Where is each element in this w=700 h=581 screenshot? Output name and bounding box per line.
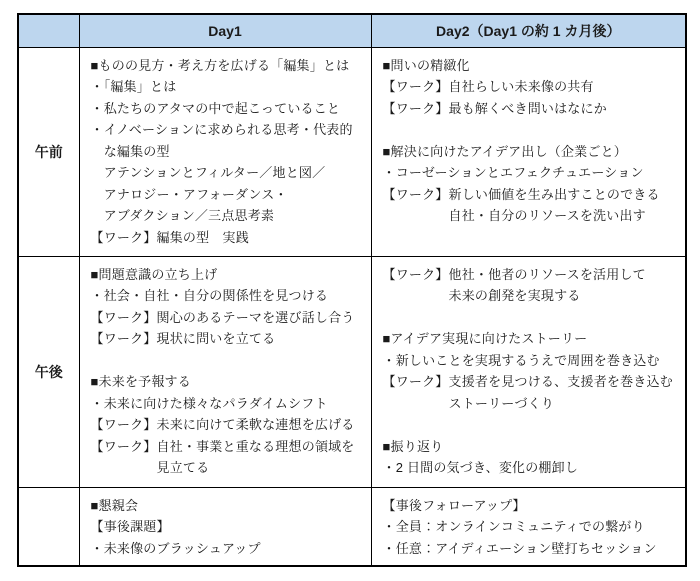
text-line: ■解決に向けたアイデア出し（企業ごと）: [382, 143, 627, 159]
text-line: 自社・自分のリソースを洗い出す: [382, 208, 646, 223]
workshop-schedule-table: [17, 13, 687, 567]
text-line: 未来の創発を実現する: [382, 288, 581, 303]
text-line: 【ワーク】関心のあるテーマを選び話し合う: [90, 309, 355, 325]
text-line: 【ワーク】現状に問いを立てる: [90, 331, 276, 346]
table-header-row: [18, 14, 686, 47]
text-line: ・イノベーションに求められる思考・代表的: [90, 122, 353, 137]
header-day2: Day2（Day1 の約 1 カ月後）: [371, 14, 686, 47]
text-line: ・未来像のブラッシュアップ: [90, 540, 261, 556]
text-line: ■ものの見方・考え方を広げる「編集」とは: [90, 57, 350, 73]
cell-day1-morning: [79, 47, 371, 256]
text-line: アブダクション／三点思考素: [90, 208, 275, 223]
text-line: 【ワーク】自社・事業と重なる理想の領域を: [90, 438, 355, 454]
row-afternoon: [18, 256, 686, 487]
text-line: アテンションとフィルター／地と図／: [90, 165, 326, 180]
cell-day1-afternoon: [79, 256, 371, 487]
text-line: ■問題意識の立ち上げ: [90, 266, 218, 282]
text-line: ■アイデア実現に向けたストーリー: [382, 331, 588, 346]
text-line: ■未来を予報する: [90, 374, 191, 389]
text-line: ・新しいことを実現するうえで周囲を巻き込む: [382, 352, 660, 368]
text-line: 【ワーク】自社らしい未来像の共有: [382, 79, 594, 94]
text-line: 【ワーク】編集の型 実践: [90, 229, 249, 245]
text-line: 【ワーク】支援者を見つける、支援者を巻き込む: [382, 374, 673, 389]
row-morning: [18, 47, 686, 256]
text-line: [383, 307, 676, 329]
text-line: 【ワーク】他社・他者のリソースを活用して: [382, 266, 646, 282]
text-line: ・コーゼーションとエフェクチュエーション: [382, 165, 644, 180]
text-line: ・「編集」とは: [90, 79, 177, 94]
text-line: [383, 414, 676, 436]
cell-day2-morning: [371, 47, 686, 256]
text-line: 【事後課題】: [90, 519, 170, 534]
text-line: 【事後フォローアップ】: [382, 497, 526, 513]
text-line: ■懇親会: [90, 497, 139, 513]
cell-day2-post-session: [371, 487, 686, 566]
row-label-morning: 午前: [18, 47, 79, 256]
header-day1: Day1: [79, 14, 371, 47]
text-line: ・未来に向けた様々なパラダイムシフト: [90, 395, 328, 411]
text-line: アナロジー・アフォーダンス・: [90, 186, 288, 202]
cell-day1-post-session: [79, 487, 371, 566]
text-line: ・2 日間の気づき、変化の棚卸し: [382, 460, 579, 475]
cell-day2-afternoon: [371, 256, 686, 487]
text-line: [383, 119, 676, 141]
row-label-afternoon: 午後: [18, 256, 79, 487]
text-line: な編集の型: [90, 143, 170, 159]
text-line: ・任意：アイディエーション壁打ちセッション: [382, 540, 657, 556]
text-line: 【ワーク】最も解くべき問いはなにか: [382, 100, 607, 116]
text-line: ストーリーづくり: [382, 395, 555, 411]
row-label-post-session: [18, 487, 79, 566]
text-line: ・社会・自社・自分の関係性を見つける: [90, 288, 329, 303]
text-line: [91, 350, 361, 372]
text-line: ・私たちのアタマの中で起こっていること: [90, 100, 341, 116]
text-line: ・全員：オンラインコミュニティでの繋がり: [382, 519, 645, 534]
text-line: ■振り返り: [382, 438, 444, 454]
header-empty-cell: [18, 14, 79, 47]
text-line: ■問いの精緻化: [382, 57, 470, 73]
text-line: 【ワーク】未来に向けて柔軟な連想を広げる: [90, 417, 355, 432]
text-line: 【ワーク】新しい価値を生み出すことのできる: [382, 186, 660, 202]
row-post-session: [18, 487, 686, 566]
text-line: 見立てる: [90, 460, 210, 475]
